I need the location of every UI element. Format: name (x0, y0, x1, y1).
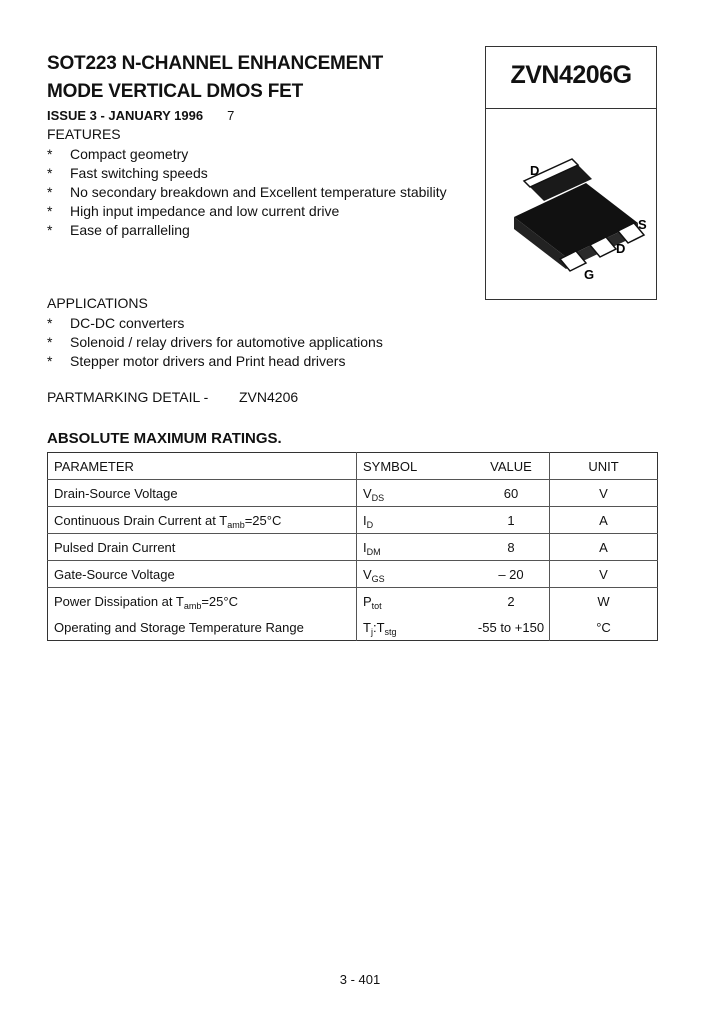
pin-label-gate: G (584, 267, 595, 282)
table-row: Drain-Source Voltage $V_{DS}$ 60 V (48, 480, 658, 507)
part-number-box (485, 46, 657, 300)
part-box-divider (486, 108, 656, 109)
list-item: * Stepper motor drivers and Print head drivers (47, 353, 346, 369)
features-list (47, 145, 447, 240)
sot223-package-icon (500, 137, 650, 287)
issue-line (47, 108, 234, 123)
partmarking-detail (47, 389, 299, 405)
list-item: * DC-DC converters (47, 315, 185, 331)
list-item: * Solenoid / relay drivers for automotive applications (47, 334, 383, 350)
applications-heading: APPLICATIONS (47, 295, 148, 311)
title-line-1: SOT223 N-CHANNEL ENHANCEMENT (47, 53, 384, 74)
table-row: Continuous Drain Current at $T_{amb}=25^\circ C$ $I_D$ 1 A (48, 507, 658, 534)
header-symbol: SYMBOL (363, 458, 418, 474)
title-line-2: MODE VERTICAL DMOS FET (47, 81, 303, 102)
pin-label-tab: D (530, 163, 540, 178)
ratings-title: ABSOLUTE MAXIMUM RATINGS. (47, 430, 282, 447)
list-item: * Fast switching speeds (47, 165, 208, 181)
list-item: * Ease of parralleling (47, 222, 190, 238)
header-parameter: PARAMETER (48, 453, 357, 480)
pin-label-source: S (638, 217, 647, 232)
document-title (47, 50, 383, 106)
issue-date: ISSUE 3 - JANUARY 1996 (47, 108, 204, 123)
list-item: * No secondary breakdown and Excellent temperature stability (47, 184, 447, 200)
ratings-table (47, 452, 658, 641)
table-row: Gate-Source Voltage $V_{GS}$ – 20 V (48, 561, 658, 588)
table-header-row (48, 453, 658, 480)
list-item: * High input impedance and low current drive (47, 203, 340, 219)
list-item: * Compact geometry (47, 146, 189, 162)
pin-label-drain: D (616, 241, 626, 256)
table-row: Pulsed Drain Current $I_{DM}$ 8 A (48, 534, 658, 561)
table-row: Power Dissipation at $T_{amb}=25^\circ C$ $P_{tot}$ 2 W (48, 588, 658, 615)
partmarking-value: ZVN4206 (239, 389, 299, 405)
page-number: 3 - 401 (339, 972, 381, 987)
header-value: VALUE (473, 453, 550, 480)
issue-note: 7 (227, 108, 235, 123)
part-number: ZVN4206G (510, 61, 632, 89)
header-unit: UNIT (588, 458, 619, 474)
table-row: Operating and Storage Temperature Range $T_j:T_{stg}$ -55 to +150 °C (48, 614, 658, 641)
features-heading: FEATURES (47, 126, 121, 142)
partmarking-label: PARTMARKING DETAIL - (47, 389, 209, 405)
applications-list (47, 314, 383, 371)
